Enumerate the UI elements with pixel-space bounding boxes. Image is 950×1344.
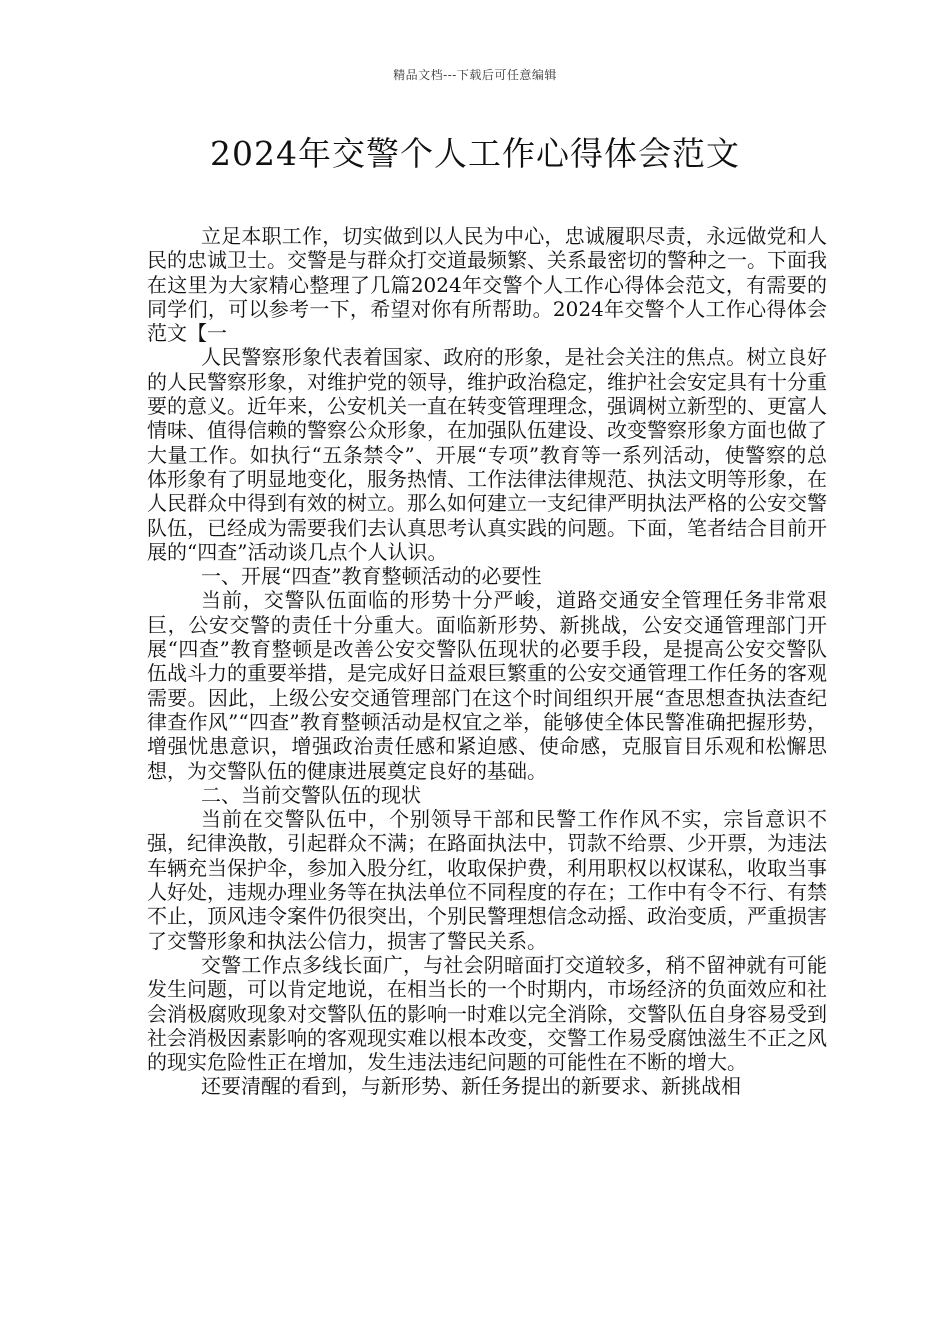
paragraph-intro: 立足本职工作，切实做到以人民为中心，忠诚履职尽责，永远做党和人民的忠诚卫士。交警是与群众打交道最频繁、关系最密切的警种之一。下面我在这里为大家精心整理了几篇2024年交警个人工作心得体会范文，有需要的同学们，可以参考一下，希望对你有所帮助。2024年交警个人工作心得体会范文【一: [147, 224, 827, 346]
paragraph-current-status: 当前在交警队伍中，个别领导干部和民警工作作风不实，宗旨意识不强，纪律涣散，引起群众不满；在路面执法中，罚款不给票、少开票，为违法车辆充当保护伞，参加入股分红，收取保护费，利用职权以权谋私，收取当事人好处，违规办理业务等在执法单位不同程度的存在；工作中有令不行、有禁不止，顶风违令案件仍很突出，个别民警理想信念动摇、政治变质，严重损害了交警形象和执法公信力，损害了警民关系。: [147, 807, 827, 953]
paragraph-work-risks: 交警工作点多线长面广，与社会阴暗面打交道较多，稍不留神就有可能发生问题，可以肯定地说，在相当长的一个时期内，市场经济的负面效应和社会消极腐败现象对交警队伍的影响一时难以完全消除，交警队伍自身容易受到社会消极因素影响的客观现实难以根本改变，交警工作易受腐蚀滋生不正之风的现实危险性正在增加，发生违法违纪问题的可能性在不断的增大。: [147, 952, 827, 1075]
section-heading-2: 二、当前交警队伍的现状: [201, 782, 421, 807]
section-heading-1: 一、开展“四查”教育整顿活动的必要性: [201, 564, 542, 589]
paragraph-necessity: 当前，交警队伍面临的形势十分严峻，道路交通安全管理任务非常艰巨，公安交警的责任十分重大。面临新形势、新挑战，公安交通管理部门开展“四查”教育整顿是改善公安交警队伍现状的必要手段，是提高公安交警队伍战斗力的重要举措，是完成好日益艰巨繁重的公安交通管理工作任务的客观需要。因此，上级公安交通管理部门在这个时间组织开展“查思想查执法查纪律查作风”“四查”教育整顿活动是权宜之举，能够使全体民警准确把握形势，增强忧患意识，增强政治责任感和紧迫感、使命感，克服盲目乐观和松懈思想，为交警队伍的健康进展奠定良好的基础。: [147, 588, 827, 783]
paragraph-continued: 还要清醒的看到，与新形势、新任务提出的新要求、新挑战相: [201, 1074, 741, 1099]
document-title: 2024年交警个人工作心得体会范文: [210, 134, 740, 173]
document-body: [147, 224, 827, 1099]
paragraph-police-image: 人民警察形象代表着国家、政府的形象，是社会关注的焦点。树立良好的人民警察形象，对维护党的领导，维护政治稳定，维护社会安定具有十分重要的意义。近年来，公安机关一直在转变管理理念，强调树立新型的、更富人情味、值得信赖的警察公众形象，在加强队伍建设、改变警察形象方面也做了大量工作。如执行“五条禁令”、开展“专项”教育等一系列活动，使警察的总体形象有了明显地变化，服务热情、工作法律法律规范、执法文明等形象，在人民群众中得到有效的树立。那么如何建立一支纪律严明执法严格的公安交警队伍，已经成为需要我们去认真思考认真实践的问题。下面，笔者结合目前开展的“四查”活动谈几点个人认识。: [147, 345, 827, 564]
page-header-note: 精品文档---下载后可任意编辑: [393, 68, 557, 82]
